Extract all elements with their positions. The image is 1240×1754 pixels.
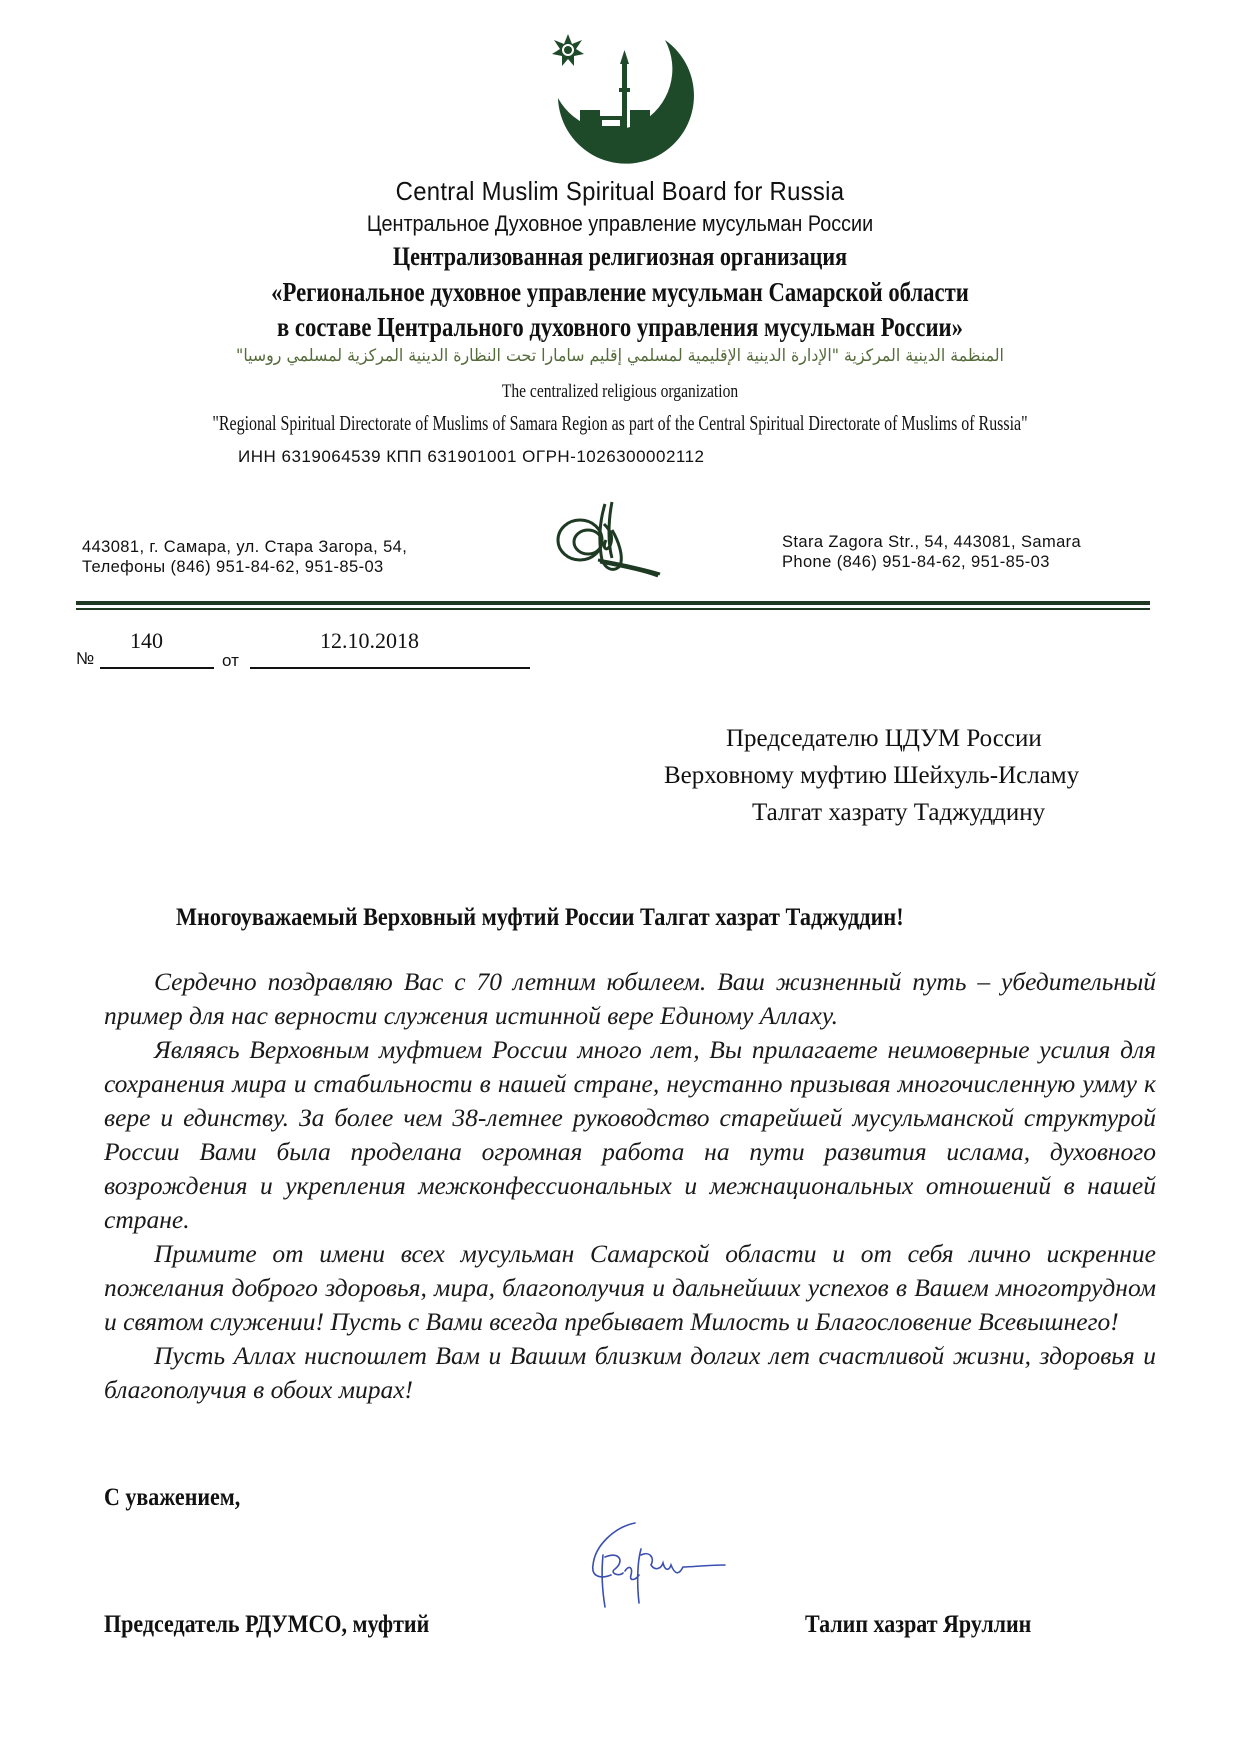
body-paragraph: Являясь Верховным муфтием России много лет, Вы прилагаете неимоверные усилия для сохранения мира и стабильности в нашей стране, неустанно призывая многочисленную умму к вере и единству. За более чем 38-летнее руководство старейшей мусульманской структурой России Вами была проделана огромная работа на пути развития ислама, духовного возрождения и укрепления межконфессиональных и межнациональных отношений в нашей стране. <box>104 1035 1156 1234</box>
signer-title: Председатель РДУМСО, муфтий <box>104 1611 430 1638</box>
addressee-line1: Председателю ЦДУМ России <box>726 725 1042 752</box>
address-en <box>782 532 1081 572</box>
board-title-ru: Центральное Духовное управление мусульман России <box>366 211 874 236</box>
tughra-emblem-icon <box>550 500 670 580</box>
address-ru <box>82 537 407 577</box>
body-paragraph: Пусть Аллах ниспошлет Вам и Вашим близким долгих лет счастливой жизни, здоровья и благополучия в обоих мирах! <box>104 1341 1156 1404</box>
org-name-en: "Regional Spiritual Directorate of Muslims of Samara Region as part of the Central Spiritual Directorate of Muslims of Russia" <box>212 411 1028 435</box>
document-date: 12.10.2018 <box>320 628 419 653</box>
header-divider-thin <box>76 608 1150 610</box>
salutation: Многоуважаемый Верховный муфтий России Талгат хазрат Таджуддин! <box>176 904 904 931</box>
addressee-line3: Талгат хазрату Таджуддину <box>752 799 1046 826</box>
body-paragraph: Примите от имени всех мусульман Самарской области и от себя лично искренние пожелания доброго здоровья, мира, благополучия и дальнейших успехов в Вашем многотрудном и святом служении! Пусть с Вами всегда пребывает Милость и Благословение Всевышнего! <box>104 1239 1156 1336</box>
body-paragraph: Сердечно поздравляю Вас с 70 летним юбилеем. Ваш жизненный путь – убедительный пример для нас верности служения истинной вере Единому Аллаху. <box>104 967 1156 1030</box>
handwritten-signature-icon <box>575 1505 735 1615</box>
header-divider-thick <box>76 601 1150 605</box>
address-en-line1: Stara Zagora Str., 54, 443081, Samara <box>782 533 1082 551</box>
address-ru-line2: Телефоны (846) 951-84-62, 951-85-03 <box>82 558 384 576</box>
letter-body <box>104 965 1156 1407</box>
org-type-en: The centralized religious organization <box>501 381 739 402</box>
date-field-line <box>250 667 530 669</box>
registration-ids: ИНН 6319064539 КПП 631901001 ОГРН-1026300002112 <box>238 447 705 466</box>
org-name-arabic: المنظمة الدينية المركزية "الإدارة الدينية الإقليمية لمسلمي إقليم سامارا تحت النظارة الدينية المركزية لمسلمي روسيا" <box>236 346 1004 366</box>
crescent-mosque-logo-icon <box>540 28 710 168</box>
address-en-line2: Phone (846) 951-84-62, 951-85-03 <box>782 553 1050 571</box>
org-type-ru: Централизованная религиозная организация <box>392 242 848 271</box>
number-field-line <box>100 667 214 669</box>
number-label: № <box>76 649 95 668</box>
date-label: от <box>222 651 239 670</box>
org-name-ru-line1: «Региональное духовное управление мусульман Самарской области <box>271 277 969 307</box>
document-number: 140 <box>130 628 163 653</box>
signer-name: Талип хазрат Яруллин <box>805 1611 1032 1638</box>
addressee-line2: Верховному муфтию Шейхуль-Исламу <box>664 762 1080 789</box>
closing-regards: С уважением, <box>104 1484 241 1511</box>
address-ru-line1: 443081, г. Самара, ул. Стара Загора, 54, <box>82 538 408 556</box>
board-title-en: Central Muslim Spiritual Board for Russia <box>395 176 845 206</box>
org-name-ru-line2: в составе Центрального духовного управления мусульман России» <box>277 312 963 342</box>
